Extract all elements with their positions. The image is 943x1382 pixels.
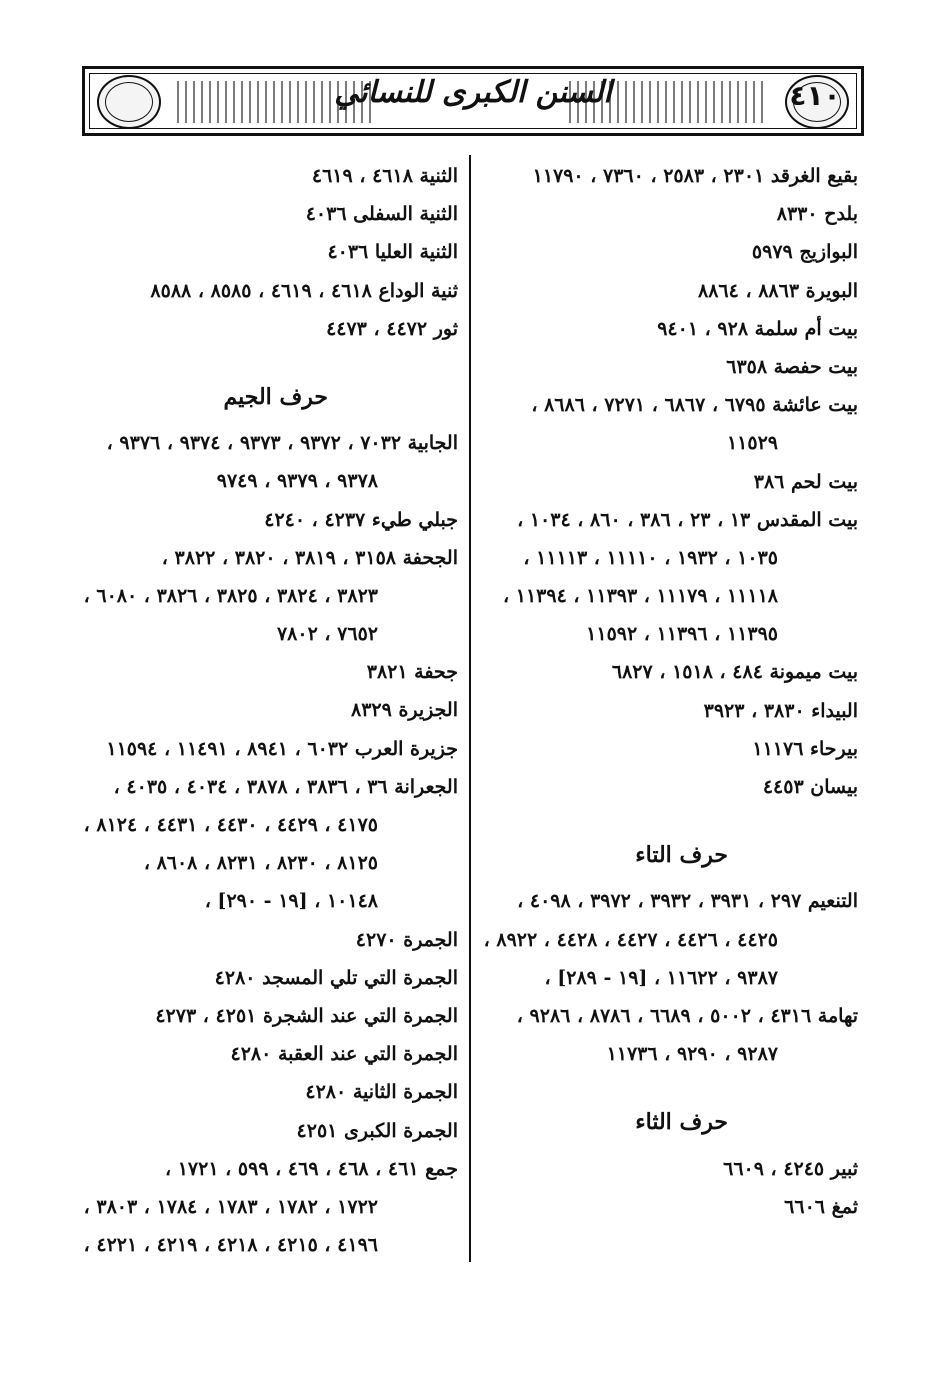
index-entry-continuation: ٤٤٢٥ ، ٤٤٢٦ ، ٤٤٢٧ ، ٤٤٢٨ ، ٨٩٢٢ ، [483, 928, 778, 951]
index-entry: البيداء ٣٨٣٠ ، ٣٩٢٣ [703, 699, 858, 722]
index-entry: التنعيم ٢٩٧ ، ٣٩٣١ ، ٣٩٣٢ ، ٣٩٧٢ ، ٤٠٩٨ ، [517, 890, 858, 913]
index-entry: البوازيج ٥٩٧٩ [751, 241, 858, 264]
section-heading: حرف الجيم [223, 383, 328, 410]
section-heading: حرف الثاء [635, 1109, 728, 1136]
index-entry: ثنية الوداع ٤٦١٨ ، ٤٦١٩ ، ٨٥٨٥ ، ٨٥٨٨ [150, 279, 458, 302]
index-entry: بيت لحم ٣٨٦ [753, 470, 858, 493]
index-entry: بيت أم سلمة ٩٢٨ ، ٩٤٠١ [657, 317, 858, 340]
right-column [478, 157, 858, 1226]
index-entry-continuation: ٩٣٧٨ ، ٩٣٧٩ ، ٩٧٤٩ [216, 470, 378, 493]
index-entry: تهامة ٤٣١٦ ، ٥٠٠٢ ، ٦٦٨٩ ، ٨٧٨٦ ، ٩٢٨٦ ، [516, 1004, 858, 1027]
index-entry: بيت حفصة ٦٣٥٨ [726, 355, 858, 378]
left-column [83, 157, 458, 1264]
index-entry: ثمغ ٦٦٠٦ [784, 1195, 858, 1218]
index-entry: الثنية ٤٦١٨ ، ٤٦١٩ [311, 165, 458, 187]
index-entry-continuation: ٩٣٨٧ ، ١١٦٢٢ ، [١٩ - ٢٨٩] ، [544, 966, 778, 989]
index-entry: الجابية ٧٠٣٢ ، ٩٣٧٢ ، ٩٣٧٣ ، ٩٣٧٤ ، ٩٣٧٦ ، [106, 432, 458, 455]
index-entry: بلدح ٨٣٣٠ [776, 203, 858, 226]
index-entry: الجمرة التي عند الشجرة ٤٢٥١ ، ٤٢٧٣ [155, 1004, 458, 1027]
index-entry: الجزيرة ٨٣٢٩ [351, 699, 458, 722]
section-heading: حرف التاء [635, 842, 728, 869]
book-title: السنن الكبرى للنسائي [334, 75, 612, 110]
index-entry: ثبير ٤٢٤٥ ، ٦٦٠٩ [723, 1157, 858, 1180]
index-entry: بيت المقدس ١٣ ، ٢٣ ، ٣٨٦ ، ٨٦٠ ، ١٠٣٤ ، [517, 508, 858, 531]
index-entry: الجعرانة ٣٦ ، ٣٨٣٦ ، ٣٨٧٨ ، ٤٠٣٤ ، ٤٠٣٥ ، [113, 775, 458, 798]
book-emblem-icon [97, 75, 161, 129]
column-divider [469, 155, 471, 1262]
index-entry-continuation: ١١٣٩٥ ، ١١٣٩٦ ، ١١٥٩٢ [586, 623, 778, 646]
index-entry-continuation: ٩٢٨٧ ، ٩٢٩٠ ، ١١٧٣٦ [606, 1043, 778, 1066]
index-entry: جبلي طيء ٤٢٣٧ ، ٤٢٤٠ [264, 508, 458, 531]
index-entry-continuation: ١١١١٨ ، ١١١٧٩ ، ١١٣٩٣ ، ١١٣٩٤ ، [503, 585, 778, 608]
index-entry: بقيع الغرقد ٢٣٠١ ، ٢٥٨٣ ، ٧٣٦٠ ، ١١٧٩٠ [532, 165, 858, 187]
index-entry: بيت ميمونة ٤٨٤ ، ١٥١٨ ، ٦٨٢٧ [611, 661, 858, 684]
index-entry: بيرحاء ١١١٧٦ [752, 737, 858, 760]
index-entry: الثنية العليا ٤٠٣٦ [327, 241, 458, 264]
index-entry-continuation: ١٠٣٥ ، ١٩٣٢ ، ١١١١٠ ، ١١١١٣ ، [523, 546, 778, 569]
index-entry: ثور ٤٤٧٢ ، ٤٤٧٣ [326, 317, 458, 340]
index-entry: الثنية السفلى ٤٠٣٦ [305, 203, 458, 226]
index-entry-continuation: ٤١٧٥ ، ٤٤٢٩ ، ٤٤٣٠ ، ٤٤٣١ ، ٨١٢٤ ، [83, 814, 378, 836]
page-header [82, 66, 864, 136]
index-entry: الجمرة الثانية ٤٢٨٠ [305, 1081, 458, 1104]
index-entry-continuation: ١٠١٤٨ ، [١٩ - ٢٩٠] ، [204, 890, 378, 913]
index-entry: الجحفة ٣١٥٨ ، ٣٨١٩ ، ٣٨٢٠ ، ٣٨٢٢ ، [161, 546, 458, 569]
index-entry: بيسان ٤٤٥٣ [762, 776, 858, 798]
index-entry: الجمرة ٤٢٧٠ [355, 928, 458, 951]
index-entry-continuation: ٧٦٥٢ ، ٧٨٠٢ [276, 623, 378, 646]
index-entry: الجمرة التي عند العقبة ٤٢٨٠ [230, 1043, 458, 1066]
index-entry-continuation: ٣٨٢٣ ، ٣٨٢٤ ، ٣٨٢٥ ، ٣٨٢٦ ، ٦٠٨٠ ، [83, 584, 378, 607]
index-entry-continuation: ١٧٢٢ ، ١٧٨٢ ، ١٧٨٣ ، ١٧٨٤ ، ٣٨٠٣ ، [83, 1195, 378, 1218]
index-entry: الجمرة الكبرى ٤٢٥١ [296, 1119, 458, 1142]
index-entry: جحفة ٣٨٢١ [366, 661, 458, 684]
index-entry: جزيرة العرب ٦٠٣٢ ، ٨٩٤١ ، ١١٤٩١ ، ١١٥٩٤ [106, 737, 458, 760]
index-entry-continuation: ١١٥٢٩ [726, 432, 778, 455]
index-entry-continuation: ٨١٢٥ ، ٨٢٣٠ ، ٨٢٣١ ، ٨٦٠٨ ، [143, 852, 378, 875]
index-entry: الجمرة التي تلي المسجد ٤٢٨٠ [214, 966, 458, 989]
index-entry: بيت عائشة ٦٧٩٥ ، ٦٨٦٧ ، ٧٢٧١ ، ٨٦٨٦ ، [531, 394, 858, 417]
index-entry: جمع ٤٦١ ، ٤٦٨ ، ٤٦٩ ، ٥٩٩ ، ١٧٢١ ، [164, 1157, 458, 1180]
page-number: ٤١٠ [789, 79, 841, 112]
index-entry: البويرة ٨٨٦٣ ، ٨٨٦٤ [698, 279, 858, 302]
index-entry-continuation: ٤١٩٦ ، ٤٢١٥ ، ٤٢١٨ ، ٤٢١٩ ، ٤٢٢١ ، [83, 1234, 378, 1257]
